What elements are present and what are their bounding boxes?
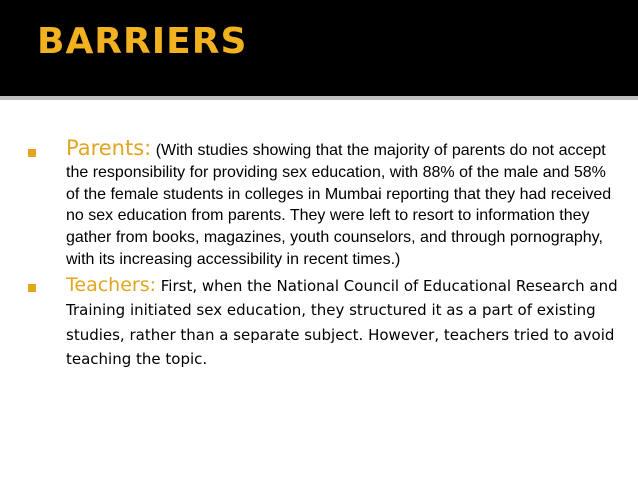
square-bullet-icon [28,149,36,157]
bullet-text-parents: (With studies showing that the majority of parents do not accept the responsibility for providing sex education, with 88% of the male and 58% of the female students in colleges in Mumbai reporting that they had received no sex education from parents. They were left to resort to information they gather from books, magazines, youth counselors, and through pornography, with its increasing accessibility in recent times.) [66,142,612,268]
slide-title: BARRIERS [37,21,248,62]
slide-content [28,138,618,372]
bullet-term-parents: Parents: [66,136,152,160]
square-bullet-icon [28,284,36,292]
bullet-item-parents [28,138,618,271]
bullet-item-teachers [28,273,618,372]
bullet-text-teachers: First, when the National Council of Educational Research and Training initiated sex education, they structured it as a part of existing studies, rather than a separate subject. However, teachers tried to avoid teaching the topic. [66,276,618,369]
title-band [0,0,638,100]
bullet-term-teachers: Teachers: [66,273,156,296]
